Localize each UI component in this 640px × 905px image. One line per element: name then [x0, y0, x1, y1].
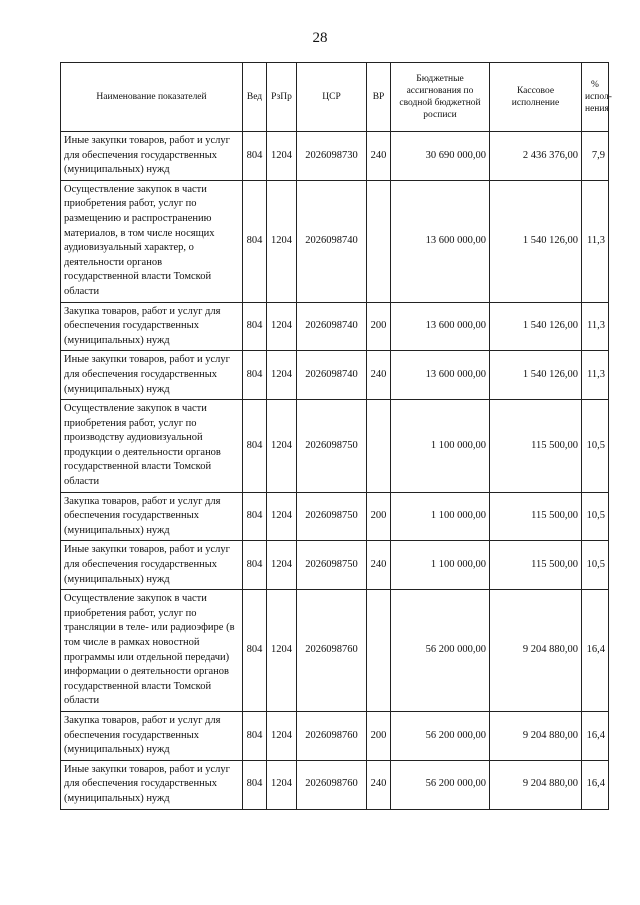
row-cash: 2 436 376,00 [490, 132, 582, 181]
table-row [61, 132, 609, 181]
row-budget: 56 200 000,00 [391, 711, 490, 760]
row-percent: 11,3 [582, 351, 609, 400]
row-name: Закупка товаров, работ и услуг для обеспечения государственных (муниципальных) нужд [61, 492, 243, 541]
row-vr: 240 [367, 760, 391, 809]
row-csr: 2026098740 [297, 302, 367, 351]
row-percent: 16,4 [582, 590, 609, 712]
header-ved: Вед [243, 63, 267, 132]
table-row [61, 711, 609, 760]
row-csr: 2026098750 [297, 400, 367, 493]
row-percent: 7,9 [582, 132, 609, 181]
row-csr: 2026098760 [297, 711, 367, 760]
row-rzpr: 1204 [267, 711, 297, 760]
table-row [61, 351, 609, 400]
row-csr: 2026098750 [297, 492, 367, 541]
row-rzpr: 1204 [267, 760, 297, 809]
row-name: Закупка товаров, работ и услуг для обеспечения государственных (муниципальных) нужд [61, 302, 243, 351]
row-percent: 10,5 [582, 492, 609, 541]
row-ved: 804 [243, 400, 267, 493]
row-ved: 804 [243, 590, 267, 712]
row-rzpr: 1204 [267, 180, 297, 302]
row-name: Иные закупки товаров, работ и услуг для обеспечения государственных (муниципальных) нужд [61, 351, 243, 400]
row-budget: 30 690 000,00 [391, 132, 490, 181]
row-csr: 2026098740 [297, 351, 367, 400]
row-budget: 13 600 000,00 [391, 351, 490, 400]
row-rzpr: 1204 [267, 400, 297, 493]
row-percent: 10,5 [582, 400, 609, 493]
row-vr [367, 590, 391, 712]
row-vr [367, 180, 391, 302]
row-ved: 804 [243, 541, 267, 590]
row-cash: 9 204 880,00 [490, 760, 582, 809]
header-row [61, 63, 609, 132]
row-rzpr: 1204 [267, 541, 297, 590]
row-ved: 804 [243, 302, 267, 351]
row-vr: 240 [367, 351, 391, 400]
row-budget: 13 600 000,00 [391, 180, 490, 302]
row-percent: 11,3 [582, 180, 609, 302]
row-ved: 804 [243, 760, 267, 809]
row-cash: 9 204 880,00 [490, 711, 582, 760]
table-row [61, 760, 609, 809]
row-vr: 200 [367, 302, 391, 351]
row-budget: 13 600 000,00 [391, 302, 490, 351]
row-cash: 1 540 126,00 [490, 180, 582, 302]
row-cash: 1 540 126,00 [490, 351, 582, 400]
row-ved: 804 [243, 351, 267, 400]
row-percent: 16,4 [582, 711, 609, 760]
row-budget: 56 200 000,00 [391, 760, 490, 809]
table-row [61, 590, 609, 712]
row-ved: 804 [243, 180, 267, 302]
row-name: Иные закупки товаров, работ и услуг для обеспечения государственных (муниципальных) нужд [61, 760, 243, 809]
row-cash: 9 204 880,00 [490, 590, 582, 712]
row-csr: 2026098760 [297, 590, 367, 712]
table-row [61, 180, 609, 302]
row-vr: 240 [367, 541, 391, 590]
table-row [61, 492, 609, 541]
row-rzpr: 1204 [267, 492, 297, 541]
page-number: 28 [312, 30, 328, 46]
header-csr: ЦСР [297, 63, 367, 132]
row-cash: 1 540 126,00 [490, 302, 582, 351]
row-cash: 115 500,00 [490, 492, 582, 541]
row-rzpr: 1204 [267, 590, 297, 712]
header-budget: Бюджетные ассигнования по сводной бюджетной росписи [391, 63, 490, 132]
header-vr: ВР [367, 63, 391, 132]
header-cash: Кассовое исполнение [490, 63, 582, 132]
row-csr: 2026098760 [297, 760, 367, 809]
row-name: Иные закупки товаров, работ и услуг для обеспечения государственных (муниципальных) нужд [61, 541, 243, 590]
row-name: Осуществление закупок в части приобретения работ, услуг по трансляции в теле- или радиоэфире (в том числе в рамках новостной программы или отдельной передачи) информации о деятельности органов государственной власти Томской области [61, 590, 243, 712]
row-percent: 10,5 [582, 541, 609, 590]
row-rzpr: 1204 [267, 351, 297, 400]
table-row [61, 302, 609, 351]
table-row [61, 541, 609, 590]
header-name: Наименование показателей [61, 63, 243, 132]
budget-execution-table [60, 62, 612, 810]
row-vr: 240 [367, 132, 391, 181]
row-cash: 115 500,00 [490, 400, 582, 493]
header-percent: % испол-нения [582, 63, 609, 132]
row-name: Иные закупки товаров, работ и услуг для обеспечения государственных (муниципальных) нужд [61, 132, 243, 181]
table-row [61, 400, 609, 493]
row-ved: 804 [243, 492, 267, 541]
row-name: Осуществление закупок в части приобретения работ, услуг по производству аудиовизуальной продукции о деятельности органов государственной власти Томской области [61, 400, 243, 493]
row-budget: 56 200 000,00 [391, 590, 490, 712]
row-csr: 2026098750 [297, 541, 367, 590]
row-csr: 2026098740 [297, 180, 367, 302]
row-name: Осуществление закупок в части приобретения работ, услуг по размещению и распространению материалов, в том числе носящих аудиовизуальный характер, о деятельности органов государственной власти Томской области [61, 180, 243, 302]
row-budget: 1 100 000,00 [391, 492, 490, 541]
row-vr: 200 [367, 711, 391, 760]
row-vr: 200 [367, 492, 391, 541]
row-cash: 115 500,00 [490, 541, 582, 590]
row-rzpr: 1204 [267, 132, 297, 181]
row-ved: 804 [243, 132, 267, 181]
row-percent: 16,4 [582, 760, 609, 809]
row-percent: 11,3 [582, 302, 609, 351]
row-ved: 804 [243, 711, 267, 760]
row-csr: 2026098730 [297, 132, 367, 181]
row-rzpr: 1204 [267, 302, 297, 351]
row-budget: 1 100 000,00 [391, 400, 490, 493]
row-vr [367, 400, 391, 493]
row-name: Закупка товаров, работ и услуг для обеспечения государственных (муниципальных) нужд [61, 711, 243, 760]
row-budget: 1 100 000,00 [391, 541, 490, 590]
header-rzpr: РзПр [267, 63, 297, 132]
